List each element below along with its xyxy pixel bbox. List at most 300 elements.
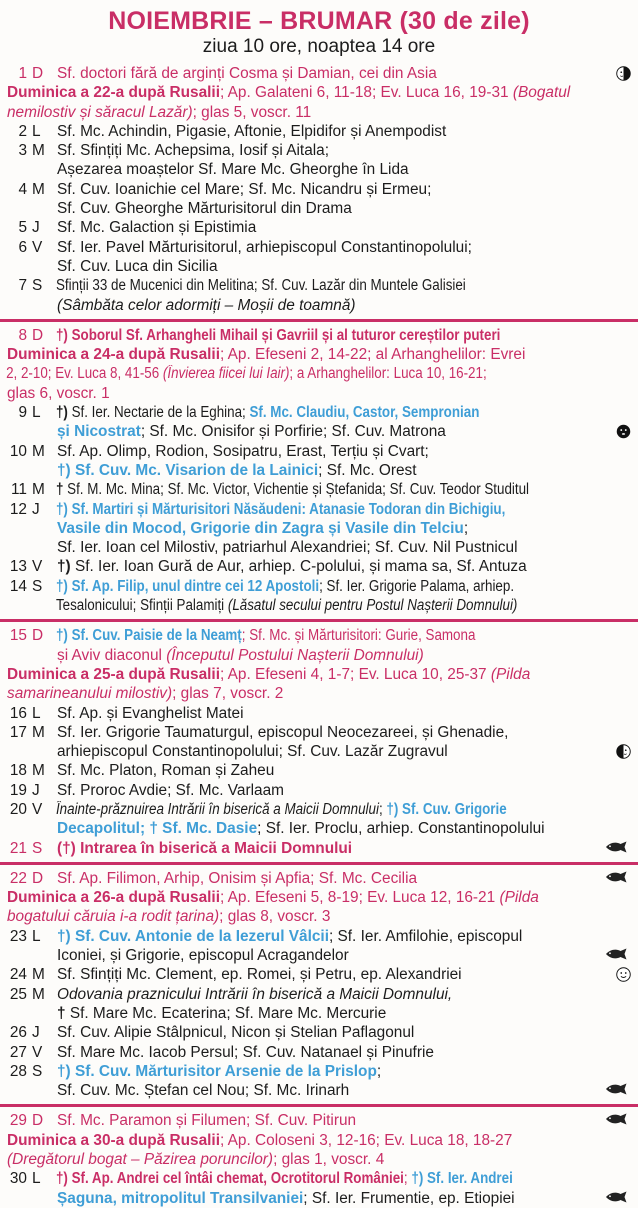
line-text [49,819,636,838]
weekday-letter: L [32,927,41,945]
text-segment: †) Sf. Cuv. Mc. Visarion de la Lainici [57,461,319,479]
line-text [49,422,636,441]
text-segment: Sf. M. Mc. Mina; Sf. Mc. Victor, Vichentie și Ștefanida; Sf. Cuv. Teodor Studitul [67,481,530,499]
sunday-summary-line [0,907,638,926]
line-text [49,985,636,1004]
text-segment: ; glas 8, voscr. 3 [219,908,331,926]
line-text [49,1043,636,1062]
calendar-line [0,422,638,441]
line-text [49,122,636,141]
calendar-line [0,1169,638,1188]
day-label [0,180,49,199]
calendar-line [0,538,638,557]
day-number: 24 [9,966,27,984]
line-text [49,1023,636,1042]
line-text [49,646,636,665]
line-text [49,442,636,461]
text-segment: †) [57,558,75,576]
calendar-line [0,965,638,984]
day-label [0,64,49,83]
text-segment: glas 6, voscr. 1 [7,384,110,402]
text-segment: (Dregătorul bogat – Păzirea poruncilor) [7,1151,274,1169]
weekday-letter: L [32,1170,41,1188]
text-segment: (†) Intrarea în biserică a Maicii Domnului [57,839,353,857]
calendar-line [0,946,638,965]
day-label [0,819,49,838]
calendar-line [0,461,638,480]
day-label [0,276,49,295]
day-label [0,839,49,858]
text-segment: nemilostiv și săracul Lazăr) [7,103,193,121]
text-segment: ; Sf. Ier. Frumentie, ep. Etiopiei [303,1189,515,1207]
day-label [0,199,49,218]
section-divider [0,862,638,865]
sunday-summary-line [0,1131,638,1150]
day-label [0,238,49,257]
line-text [0,83,636,102]
day-label [0,326,49,345]
weekday-letter: V [32,800,43,818]
calendar-line [0,869,638,888]
moon-last-quarter-icon [616,66,631,81]
day-number: 14 [9,577,27,595]
day-label [0,985,49,1004]
weekday-letter: M [32,442,45,460]
line-text [49,403,560,422]
day-number: 29 [9,1112,27,1130]
sunday-summary-line [0,665,638,684]
text-segment: ; Sf. Ier. Proclu, arhiep. Constantinopolului [257,820,545,838]
page-subtitle: ziua 10 ore, noaptea 14 ore [202,36,436,57]
day-number: 26 [9,1024,27,1042]
calendar-line [0,218,638,237]
line-text [0,1131,636,1150]
calendar-line [0,276,638,295]
moon-full-icon [616,967,631,982]
line-text [49,141,636,160]
day-label [0,646,49,665]
text-segment: Sf. doctori fără de arginți Cosma și Damian, cei din Asia [57,65,437,82]
calendar-line [0,257,638,276]
day-number: 28 [9,1062,27,1080]
day-number: 21 [9,839,27,857]
calendar-line [0,180,638,199]
text-segment: Sf. Cuv. Alipie Stâlpnicul, Nicon și Stelian Paflagonul [57,1024,415,1042]
line-text [49,500,560,519]
calendar-line [0,646,638,665]
text-segment: Sf. Sfințiți Mc. Clement, ep. Romei, și Petru, ep. Alexandriei [57,966,462,984]
line-text [49,626,560,645]
day-label [0,965,49,984]
sunday-summary-line [0,83,638,102]
weekday-letter: L [32,704,41,722]
day-label [0,1043,49,1062]
text-segment: Sf. Cuv. Mc. Ștefan cel Nou; Sf. Mc. Irinarh [57,1082,350,1100]
day-number: 8 [18,326,27,344]
line-text [0,907,636,926]
calendar-line [0,403,638,422]
line-text [49,742,636,761]
moon-first-quarter-icon [616,744,631,759]
text-segment: †) Sf. Ap. Filip, unul dintre cei 12 Apostoli [55,577,320,595]
calendar-line [0,557,638,576]
day-label [0,781,49,800]
text-segment: ; Ap. Coloseni 3, 12-16; Ev. Luca 18, 18-27 [219,1131,513,1149]
line-text [49,1189,636,1208]
weekday-letter: J [32,1024,40,1042]
text-segment: Sf. Ap. Filimon, Arhip, Onisim și Apfia; Sf. Mc. Cecilia [57,869,418,887]
line-text [49,946,636,965]
calendar-line [0,742,638,761]
text-segment: † [57,1004,70,1022]
line-text [0,1150,636,1169]
day-number: 22 [9,869,27,887]
day-label [0,704,49,723]
sunday-summary-line [0,684,638,703]
text-segment: 2, 2-10; Ev. Luca 8, 41-56 [6,365,163,383]
line-text [49,1111,636,1130]
section-divider [0,319,638,322]
text-segment: (Bogatul [512,84,571,102]
day-number: 6 [18,238,27,256]
text-segment: Sf. Mare Mc. Ecaterina; Sf. Mare Mc. Mercurie [69,1004,387,1022]
line-text [49,965,636,984]
weekday-letter: D [32,627,44,645]
text-segment: ; [378,800,387,818]
line-text [49,761,636,780]
day-label [0,742,49,761]
day-label [0,403,49,422]
line-text [49,704,636,723]
calendar-line [0,141,638,160]
day-number: 17 [9,723,27,741]
text-segment: Înainte-prăznuirea Intrării în biserică a Maicii Domnului [55,800,379,818]
weekday-letter: S [32,839,43,857]
day-number: 11 [11,481,27,499]
calendar-line [0,160,638,179]
text-segment: Sf. Mc. Achindin, Pigasie, Aftonie, Elpidifor și Anempodist [57,122,447,140]
day-label [0,1004,49,1023]
text-segment: Sf. Ap. și Evanghelist Matei [57,704,244,722]
line-text [49,1004,636,1023]
day-label [0,1023,49,1042]
text-segment: ; Sf. Ier. Amfilohie, episcopul [328,927,523,945]
calendar-line [0,1062,638,1081]
line-text [0,103,636,122]
text-segment: Sf. Ap. Olimp, Rodion, Sosipatru, Erast, Terțiu și Cvart; [57,442,429,460]
text-segment: †) Sf. Cuv. Antonie de la Iezerul Vâlcii [57,927,329,945]
line-text [49,480,560,499]
day-label [0,626,49,645]
weekday-letter: J [32,500,40,518]
text-segment: Sf. Ier. Pavel Mărturisitorul, arhiepiscopul Constantinopolului; [57,238,472,256]
text-segment: Duminica a 22-a după Rusalii [7,84,220,102]
line-text [0,384,636,403]
weekday-letter: V [32,238,43,256]
line-text [0,888,636,907]
line-text [49,723,636,742]
calendar-body [0,64,638,1208]
day-number: 19 [9,781,27,799]
day-label [0,1169,49,1188]
line-text [49,461,636,480]
day-number: 9 [18,404,27,422]
line-text [49,180,636,199]
day-label [0,577,49,596]
weekday-letter: V [32,1043,43,1061]
text-segment: ; glas 1, voscr. 4 [273,1151,385,1169]
day-number: 27 [9,1043,27,1061]
weekday-letter: L [32,404,41,422]
weekday-letter: S [32,1062,43,1080]
day-number: 2 [18,122,27,140]
text-segment: bogatului căruia i-a rodit țarina) [7,908,220,926]
calendar-line [0,985,638,1004]
day-label [0,596,49,615]
calendar-line [0,761,638,780]
line-text [49,326,560,345]
page-title: NOIEMBRIE – BRUMAR (30 de zile) [108,7,530,35]
line-text [49,927,636,946]
text-segment: ; Sf. Ier. Grigorie Palama, arhiep. [319,577,515,595]
text-segment: (Lăsatul secului pentru Postul Nașterii Domnului) [227,597,518,615]
day-label [0,442,49,461]
text-segment: și Nicostrat [57,423,141,441]
fish-icon [605,1113,631,1125]
text-segment: samarineanului milostiv) [7,685,173,703]
text-segment: Iconiei, și Grigorie, episcopul Acragandelor [57,947,349,965]
day-label [0,500,49,519]
text-segment: Sf. Mare Mc. Iacob Persul; Sf. Cuv. Natanael și Pinufrie [57,1043,434,1061]
calendar-line [0,1043,638,1062]
text-segment: ; Ap. Efeseni 4, 1-7; Ev. Luca 10, 25-37 [219,665,491,683]
day-label [0,1062,49,1081]
weekday-letter: D [32,65,44,82]
line-text [0,364,553,383]
calendar-line [0,296,638,315]
calendar-line [0,64,638,83]
day-label [0,296,49,315]
line-text [49,519,636,538]
weekday-letter: D [32,869,44,887]
text-segment: † [55,481,68,499]
line-text [49,218,636,237]
day-number: 10 [9,442,27,460]
day-label [0,1081,49,1100]
sunday-summary-line [0,384,638,403]
sunday-summary-line [0,888,638,907]
day-label [0,538,49,557]
text-segment: (Pilda [490,665,531,683]
calendar-line [0,519,638,538]
text-segment: Șaguna, mitropolitul Transilvaniei [57,1189,304,1207]
day-number: 3 [18,142,27,160]
moon-new-icon [616,424,631,439]
day-number: 18 [9,762,27,780]
weekday-letter: M [32,985,45,1003]
day-label [0,1111,49,1130]
weekday-letter: V [32,558,43,576]
calendar-line [0,626,638,645]
calendar-line [0,819,638,838]
calendar-line [0,500,638,519]
calendar-line [0,781,638,800]
day-label [0,160,49,179]
text-segment: ; [463,519,469,537]
day-number: 1 [18,65,27,82]
line-text [49,557,636,576]
day-label [0,927,49,946]
day-label [0,218,49,237]
day-label [0,461,49,480]
day-label [0,122,49,141]
text-segment: Duminica a 24-a după Rusalii [7,346,220,364]
line-text [49,276,560,295]
day-label [0,1189,49,1208]
text-segment: Sfinții 33 de Mucenici din Melitina; Sf. Cuv. Lazăr din Muntele Galisiei [55,277,466,295]
sunday-summary-line [0,345,638,364]
day-number: 12 [9,500,27,518]
day-number: 5 [18,219,27,237]
text-segment: ; Ap. Efeseni 5, 8-19; Ev. Luca 12, 16-21 [219,889,500,907]
day-label [0,519,49,538]
text-segment: ; Ap. Efeseni 2, 14-22; al Arhanghelilor: Evrei [219,346,526,364]
weekday-letter: D [32,1112,44,1130]
line-text [49,800,560,819]
text-segment: Sf. Ier. Nectarie de la Eghina; [71,404,250,422]
day-number: 4 [18,180,27,198]
day-number: 7 [18,277,27,295]
text-segment: Duminica a 30-a după Rusalii [7,1131,220,1149]
text-segment: †) Sf. Cuv. Paisie de la Neamț [55,627,242,645]
sunday-summary-line [0,364,638,383]
line-text [0,684,636,703]
text-segment: †) Sf. Cuv. Grigorie [386,800,507,818]
text-segment: ; a Arhanghelilor: Luca 10, 16-21; [289,365,487,383]
line-text [49,160,636,179]
section-divider [0,1104,638,1107]
text-segment: ; Sf. Mc. și Mărturisitori: Gurie, Samona [241,627,476,645]
day-label [0,480,49,499]
text-segment: Așezarea moaștelor Sf. Mare Mc. Gheorghe în Lida [57,161,409,179]
text-segment: Vasile din Mocod, Grigorie din Zagra și Vasile din Telciu [57,519,464,537]
day-label [0,869,49,888]
weekday-letter: L [32,122,41,140]
line-text [49,296,636,315]
text-segment: Duminica a 26-a după Rusalii [7,889,220,907]
weekday-letter: M [32,180,45,198]
text-segment: ; [376,1062,382,1080]
day-number: 13 [9,558,27,576]
line-text [49,577,560,596]
calendar-line [0,596,638,615]
text-segment: ; Sf. Mc. Onisifor și Porfirie; Sf. Cuv. Matrona [140,423,446,441]
text-segment: Sf. Ier. Ioan Gură de Aur, arhiep. C-polului, și mama sa, Sf. Antuza [74,558,527,576]
text-segment: Sf. Mc. Paramon și Filumen; Sf. Cuv. Pitirun [57,1112,357,1130]
text-segment: †) Sf. Ier. Andrei [411,1170,513,1188]
text-segment: Sf. Mc. Galaction și Epistimia [57,219,257,237]
calendar-line [0,326,638,345]
day-label [0,557,49,576]
day-label [0,141,49,160]
fish-icon [605,1083,631,1095]
line-text [49,1081,636,1100]
line-text [49,839,636,858]
weekday-letter: S [32,277,43,295]
text-segment: Sf. Cuv. Luca din Sicilia [57,257,218,275]
text-segment: Tesalonicului; Sfinții Palamiți [55,597,228,615]
calendar-line [0,839,638,858]
line-text [49,538,636,557]
line-text [49,238,636,257]
weekday-letter: J [32,781,40,799]
day-number: 16 [9,704,27,722]
calendar-line [0,1004,638,1023]
text-segment: (Învierea fiicei lui Iair) [162,365,290,383]
weekday-letter: J [32,219,40,237]
text-segment: ; glas 7, voscr. 2 [172,685,284,703]
line-text [49,257,636,276]
text-segment: Sf. Cuv. Ioanichie cel Mare; Sf. Mc. Nicandru și Ermeu; [57,180,432,198]
day-label [0,422,49,441]
calendar-line [0,1111,638,1130]
text-segment: †) Sf. Martiri și Mărturisitori Năsăudeni: Atanasie Todoran din Bichigiu, [55,500,506,518]
weekday-letter: M [32,481,45,499]
text-segment: ; [403,1170,412,1188]
text-segment: †) [55,404,72,422]
text-segment: Sf. Sfințiți Mc. Achepsima, Iosif și Aitala; [57,142,330,160]
text-segment: Odovania praznicului Intrării în biserică a Maicii Domnului, [57,985,453,1003]
text-segment: Duminica a 25-a după Rusalii [7,665,220,683]
text-segment: (Sâmbăta celor adormiți – Moșii de toamnă) [57,296,356,314]
calendar-line [0,704,638,723]
calendar-line [0,199,638,218]
weekday-letter: M [32,966,45,984]
calendar-line [0,1023,638,1042]
text-segment: Sf. Ier. Ioan cel Milostiv, patriarhul Alexandriei; Sf. Cuv. Nil Pustnicul [57,539,518,557]
text-segment: †) Sf. Ap. Andrei cel întâi chemat, Ocrotitorul României [55,1170,404,1188]
calendar-line [0,927,638,946]
text-segment: și Aviv diaconul [57,646,167,664]
calendar-line [0,800,638,819]
day-number: 23 [9,927,27,945]
sunday-summary-line [0,1150,638,1169]
weekday-letter: M [32,723,45,741]
text-segment: †) Soborul Sf. Arhangheli Mihail și Gavriil și al tuturor cereștilor puteri [55,326,501,344]
text-segment: Sf. Ier. Grigorie Taumaturgul, episcopul Neocezareei, și Ghenadie, [57,723,509,741]
calendar-line [0,723,638,742]
fish-icon [605,871,631,883]
weekday-letter: D [32,326,44,344]
text-segment: ; glas 5, voscr. 11 [192,103,312,121]
day-label [0,761,49,780]
weekday-letter: S [32,577,43,595]
text-segment: (Pilda [499,889,539,907]
calendar-line [0,1081,638,1100]
text-segment: Decapolitul; † Sf. Mc. Dasie [57,820,258,838]
calendar-line [0,442,638,461]
text-segment: ; Ap. Galateni 6, 11-18; Ev. Luca 16, 19-31 [219,84,513,102]
fish-icon [605,948,631,960]
text-segment: arhiepiscopul Constantinopolului; Sf. Cuv. Lazăr Zugravul [57,743,448,761]
day-label [0,257,49,276]
day-label [0,946,49,965]
section-divider [0,619,638,622]
line-text [49,781,636,800]
calendar-line [0,577,638,596]
text-segment: Sf. Mc. Platon, Roman și Zaheu [57,762,275,780]
fish-icon [605,841,631,853]
